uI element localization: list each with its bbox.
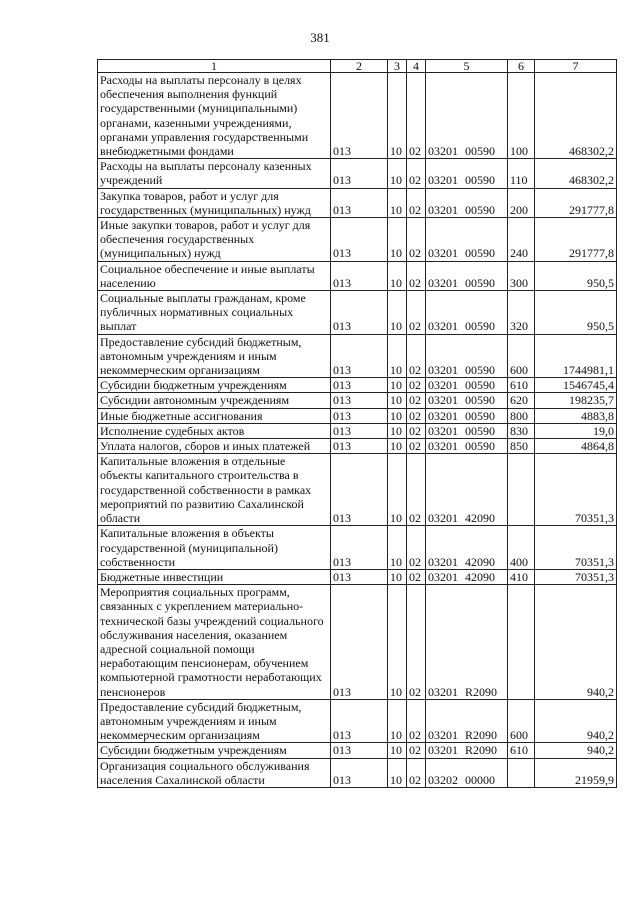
- section-code-cell: 10: [388, 218, 407, 262]
- header-cell: 1: [98, 60, 331, 73]
- target-article-code-cell: 03201 R2090: [426, 743, 508, 758]
- section-code-cell: 10: [388, 393, 407, 408]
- item-name-cell: Исполнение судебных актов: [98, 423, 331, 438]
- item-name-cell: Расходы на выплаты персоналу казенных учреждений: [98, 159, 331, 188]
- ministry-code-cell: 013: [331, 378, 388, 393]
- subsection-code-cell: 02: [407, 526, 426, 570]
- table-row: [98, 743, 617, 758]
- ministry-code-cell: 013: [331, 334, 388, 378]
- subsection-code-cell: 02: [407, 569, 426, 584]
- subsection-code-cell: 02: [407, 73, 426, 159]
- subsection-code-cell: 02: [407, 261, 426, 290]
- subsection-code-cell: 02: [407, 454, 426, 526]
- header-cell: 5: [426, 60, 508, 73]
- expense-type-code-cell: 800: [508, 408, 535, 423]
- table-row: [98, 758, 617, 787]
- target-article-code-cell: 03201 00590: [426, 408, 508, 423]
- expense-type-code-cell: 300: [508, 261, 535, 290]
- item-name-cell: Расходы на выплаты персоналу в целях обеспечения выполнения функций государственными (муниципальными) органами, казенными учреждениями, органами управления государственными внебюджетными фондами: [98, 73, 331, 159]
- header-cell: 3: [388, 60, 407, 73]
- section-code-cell: 10: [388, 526, 407, 570]
- amount-cell: 70351,3: [535, 569, 617, 584]
- item-name-cell: Капитальные вложения в отдельные объекты капитального строительства в государственной собственности в рамках мероприятий по развитию Сахалинской области: [98, 454, 331, 526]
- subsection-code-cell: 02: [407, 218, 426, 262]
- subsection-code-cell: 02: [407, 699, 426, 743]
- section-code-cell: 10: [388, 291, 407, 335]
- table-row: [98, 393, 617, 408]
- expense-type-code-cell: [508, 454, 535, 526]
- amount-cell: 940,2: [535, 743, 617, 758]
- ministry-code-cell: 013: [331, 758, 388, 787]
- subsection-code-cell: 02: [407, 758, 426, 787]
- ministry-code-cell: 013: [331, 408, 388, 423]
- item-name-cell: Закупка товаров, работ и услуг для государственных (муниципальных) нужд: [98, 188, 331, 217]
- expense-type-code-cell: 620: [508, 393, 535, 408]
- expense-type-code-cell: 320: [508, 291, 535, 335]
- header-cell: 4: [407, 60, 426, 73]
- item-name-cell: Предоставление субсидий бюджетным, автономным учреждениям и иным некоммерческим организациям: [98, 699, 331, 743]
- item-name-cell: Предоставление субсидий бюджетным, автономным учреждениям и иным некоммерческим организациям: [98, 334, 331, 378]
- table-row: [98, 188, 617, 217]
- target-article-code-cell: 03201 42090: [426, 526, 508, 570]
- ministry-code-cell: 013: [331, 73, 388, 159]
- item-name-cell: Уплата налогов, сборов и иных платежей: [98, 439, 331, 454]
- target-article-code-cell: 03202 00000: [426, 758, 508, 787]
- header-cell: 7: [535, 60, 617, 73]
- target-article-code-cell: 03201 42090: [426, 569, 508, 584]
- target-article-code-cell: 03201 00590: [426, 159, 508, 188]
- table-row: [98, 334, 617, 378]
- ministry-code-cell: 013: [331, 585, 388, 700]
- amount-cell: 4864,8: [535, 439, 617, 454]
- header-cell: 2: [331, 60, 388, 73]
- page-number: 381: [310, 30, 330, 45]
- amount-cell: 468302,2: [535, 159, 617, 188]
- subsection-code-cell: 02: [407, 159, 426, 188]
- amount-cell: 70351,3: [535, 454, 617, 526]
- amount-cell: 940,2: [535, 585, 617, 700]
- item-name-cell: Социальные выплаты гражданам, кроме публичных нормативных социальных выплат: [98, 291, 331, 335]
- amount-cell: 1744981,1: [535, 334, 617, 378]
- table-row: [98, 408, 617, 423]
- section-code-cell: 10: [388, 439, 407, 454]
- target-article-code-cell: 03201 R2090: [426, 585, 508, 700]
- item-name-cell: Мероприятия социальных программ, связанных с укреплением материально-технической базы учреждений социального обслуживания населения, оказанием адресной социальной помощи неработающим пенсионерам, обучением компьютерной грамотности неработающих пенсионеров: [98, 585, 331, 700]
- amount-cell: 291777,8: [535, 188, 617, 217]
- table-row: [98, 454, 617, 526]
- expense-type-code-cell: 240: [508, 218, 535, 262]
- table-row: [98, 569, 617, 584]
- expense-type-code-cell: 400: [508, 526, 535, 570]
- target-article-code-cell: 03201 00590: [426, 334, 508, 378]
- ministry-code-cell: 013: [331, 439, 388, 454]
- amount-cell: 291777,8: [535, 218, 617, 262]
- subsection-code-cell: 02: [407, 423, 426, 438]
- table-row: [98, 218, 617, 262]
- amount-cell: 950,5: [535, 291, 617, 335]
- table-row: [98, 291, 617, 335]
- expense-type-code-cell: [508, 758, 535, 787]
- target-article-code-cell: 03201 00590: [426, 378, 508, 393]
- expense-type-code-cell: 610: [508, 743, 535, 758]
- item-name-cell: Капитальные вложения в объекты государственной (муниципальной) собственности: [98, 526, 331, 570]
- subsection-code-cell: 02: [407, 743, 426, 758]
- amount-cell: 1546745,4: [535, 378, 617, 393]
- expense-type-code-cell: 610: [508, 378, 535, 393]
- expense-type-code-cell: 100: [508, 73, 535, 159]
- amount-cell: 19,0: [535, 423, 617, 438]
- section-code-cell: 10: [388, 408, 407, 423]
- expense-type-code-cell: [508, 585, 535, 700]
- section-code-cell: 10: [388, 261, 407, 290]
- ministry-code-cell: 013: [331, 218, 388, 262]
- target-article-code-cell: 03201 00590: [426, 291, 508, 335]
- section-code-cell: 10: [388, 699, 407, 743]
- table-row: [98, 526, 617, 570]
- table-row: [98, 585, 617, 700]
- target-article-code-cell: 03201 42090: [426, 454, 508, 526]
- table-row: [98, 73, 617, 159]
- expense-type-code-cell: 200: [508, 188, 535, 217]
- ministry-code-cell: 013: [331, 261, 388, 290]
- item-name-cell: Организация социального обслуживания населения Сахалинской области: [98, 758, 331, 787]
- target-article-code-cell: 03201 00590: [426, 423, 508, 438]
- target-article-code-cell: 03201 00590: [426, 393, 508, 408]
- target-article-code-cell: 03201 R2090: [426, 699, 508, 743]
- table-row: [98, 423, 617, 438]
- target-article-code-cell: 03201 00590: [426, 218, 508, 262]
- section-code-cell: 10: [388, 758, 407, 787]
- amount-cell: 21959,9: [535, 758, 617, 787]
- section-code-cell: 10: [388, 423, 407, 438]
- target-article-code-cell: 03201 00590: [426, 261, 508, 290]
- amount-cell: 198235,7: [535, 393, 617, 408]
- section-code-cell: 10: [388, 73, 407, 159]
- item-name-cell: Субсидии бюджетным учреждениям: [98, 743, 331, 758]
- subsection-code-cell: 02: [407, 291, 426, 335]
- section-code-cell: 10: [388, 159, 407, 188]
- subsection-code-cell: 02: [407, 393, 426, 408]
- section-code-cell: 10: [388, 454, 407, 526]
- ministry-code-cell: 013: [331, 743, 388, 758]
- expense-type-code-cell: 110: [508, 159, 535, 188]
- table-row: [98, 159, 617, 188]
- ministry-code-cell: 013: [331, 393, 388, 408]
- subsection-code-cell: 02: [407, 585, 426, 700]
- section-code-cell: 10: [388, 743, 407, 758]
- ministry-code-cell: 013: [331, 291, 388, 335]
- amount-cell: 468302,2: [535, 73, 617, 159]
- section-code-cell: 10: [388, 569, 407, 584]
- amount-cell: 4883,8: [535, 408, 617, 423]
- expense-type-code-cell: 600: [508, 699, 535, 743]
- ministry-code-cell: 013: [331, 569, 388, 584]
- item-name-cell: Субсидии автономным учреждениям: [98, 393, 331, 408]
- header-cell: 6: [508, 60, 535, 73]
- table-row: [98, 439, 617, 454]
- item-name-cell: Иные бюджетные ассигнования: [98, 408, 331, 423]
- section-code-cell: 10: [388, 188, 407, 217]
- expense-type-code-cell: 850: [508, 439, 535, 454]
- subsection-code-cell: 02: [407, 378, 426, 393]
- section-code-cell: 10: [388, 585, 407, 700]
- amount-cell: 940,2: [535, 699, 617, 743]
- subsection-code-cell: 02: [407, 188, 426, 217]
- amount-cell: 70351,3: [535, 526, 617, 570]
- target-article-code-cell: 03201 00590: [426, 73, 508, 159]
- expense-type-code-cell: 600: [508, 334, 535, 378]
- header-row: [98, 60, 617, 73]
- table-row: [98, 378, 617, 393]
- ministry-code-cell: 013: [331, 159, 388, 188]
- item-name-cell: Субсидии бюджетным учреждениям: [98, 378, 331, 393]
- subsection-code-cell: 02: [407, 334, 426, 378]
- section-code-cell: 10: [388, 378, 407, 393]
- budget-table: [97, 59, 617, 788]
- ministry-code-cell: 013: [331, 699, 388, 743]
- item-name-cell: Социальное обеспечение и иные выплаты населению: [98, 261, 331, 290]
- section-code-cell: 10: [388, 334, 407, 378]
- amount-cell: 950,5: [535, 261, 617, 290]
- subsection-code-cell: 02: [407, 408, 426, 423]
- item-name-cell: Иные закупки товаров, работ и услуг для обеспечения государственных (муниципальных) нужд: [98, 218, 331, 262]
- table-row: [98, 261, 617, 290]
- ministry-code-cell: 013: [331, 454, 388, 526]
- ministry-code-cell: 013: [331, 188, 388, 217]
- expense-type-code-cell: 410: [508, 569, 535, 584]
- target-article-code-cell: 03201 00590: [426, 188, 508, 217]
- ministry-code-cell: 013: [331, 526, 388, 570]
- item-name-cell: Бюджетные инвестиции: [98, 569, 331, 584]
- ministry-code-cell: 013: [331, 423, 388, 438]
- target-article-code-cell: 03201 00590: [426, 439, 508, 454]
- subsection-code-cell: 02: [407, 439, 426, 454]
- expense-type-code-cell: 830: [508, 423, 535, 438]
- table-row: [98, 699, 617, 743]
